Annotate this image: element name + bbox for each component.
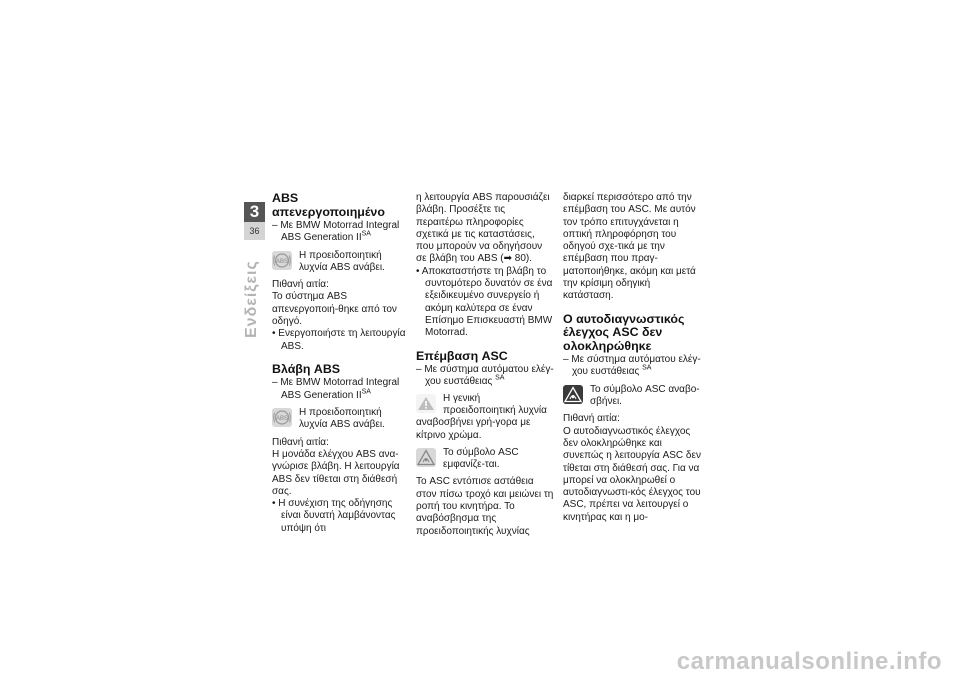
bullet-item: • Η συνέχιση της οδήγησης είναι δυνατή λαμβάνοντας υπόψη ότι — [272, 498, 396, 534]
warning-text: Η γενική προειδοποιητική λυχνία αναβοσβήνει γρή-γορα με κίτρινο χρώμα. — [416, 392, 547, 441]
dash-item: – Με BMW Motorrad Integral ABS Generation $II^{SA}$ — [272, 377, 400, 401]
warning-text: Η προειδοποιητική λυχνία ABS ανάβει. — [299, 407, 385, 431]
heading-asc-selftest: Ο αυτοδιαγνωστικός έλεγχος ASC δεν ολοκληρώθηκε — [563, 311, 685, 353]
general-warning-icon — [416, 394, 436, 413]
svg-text:ABS: ABS — [275, 416, 289, 423]
dash-item: – Με BMW Motorrad Integral ABS Generation $II^{SA}$ — [272, 220, 400, 244]
warning-block — [416, 447, 554, 472]
paragraph: Το σύστημα ABS απενεργοποιή-θηκε από τον οδηγό. — [272, 291, 397, 328]
bullet-item: • Ενεργοποιήστε τη λειτουργία ABS. — [272, 328, 406, 352]
warning-text: Το σύμβολο ASC εμφανίζε-ται. — [443, 446, 519, 471]
page-number: 36 — [244, 222, 265, 240]
dash-item: – Με σύστημα αυτόματου ελέγ- χου ευστάθειας $^{SA}$ — [416, 364, 554, 388]
warning-text: Η προειδοποιητική λυχνία ABS ανάβει. — [299, 249, 385, 273]
paragraph: Το ASC εντόπισε αστάθεια στον πίσω τροχό και μειώνει τη ροπή του κινητήρα. Το αναβόσβησμα της προειδοποιητικής λυχνίας — [416, 476, 554, 537]
chapter-number: 3 — [244, 202, 265, 222]
abs-warning-icon — [272, 408, 292, 427]
paragraph: η λειτουργία ABS παρουσιάζει βλάβη. Προσέξτε τις περαιτέρω πληροφορίες σχετικά με τις καταστάσεις, που μπορούν να οδηγήσουν σε βλάβη του ABS (➡ 80). — [416, 192, 550, 265]
watermark: carmanualsonline.info — [676, 648, 942, 675]
paragraph: Η μονάδα ελέγχου ABS ανα-γνώρισε βλάβη. Η λειτουργία ABS δεν τίθεται στη διάθεσή σας. — [272, 448, 400, 497]
heading-abs-fault: Βλάβη ABS — [272, 361, 341, 376]
warning-block — [416, 393, 554, 442]
cause-label: Πιθανή αιτία: — [272, 279, 329, 291]
warning-block — [563, 384, 701, 409]
asc-symbol-icon — [416, 448, 436, 467]
paragraph: Ο αυτοδιαγνωστικός έλεγχος δεν ολοκληρώθηκε και συνεπώς η λειτουργία ASC δεν τίθεται στη διάθεσή σας. Για να μπορεί να ολοκληρωθεί ο αυτοδιαγνωστι-κός έλεγχος του ASC, πρέπει να λειτουργεί ο κινητήρας και η μο- — [563, 425, 701, 523]
cause-label: Πιθανή αιτία: — [563, 413, 620, 425]
warning-text: Το σύμβολο ASC αναβο-σβήνει. — [590, 383, 700, 408]
column-1 — [272, 192, 410, 535]
column-3 — [563, 192, 701, 524]
asc-symbol-icon — [563, 385, 583, 404]
chapter-title: Ενδείξεις — [243, 260, 260, 338]
warning-block — [272, 407, 410, 432]
abs-warning-icon — [272, 251, 292, 270]
heading-abs-disabled: ABS απενεργοποιημένο — [272, 191, 385, 219]
warning-block — [272, 250, 410, 275]
paragraph: διαρκεί περισσότερο από την επέμβαση του ASC. Με αυτόν τον τρόπο επιτυγχάνεται η οπτική πληροφόρηση του οδηγού σχε-τικά με την επέμβαση που πραγ-ματοποιήθηκε, ακόμη και μετά την κρίσιμη οδηγική κατάσταση. — [563, 192, 696, 302]
svg-text:ABS: ABS — [275, 258, 289, 265]
cause-label: Πιθανή αιτία: — [272, 436, 329, 448]
bullet-item: • Αποκαταστήστε τη βλάβη το συντομότερο δυνατόν σε ένα εξειδικευμένο συνεργείο ή ακόμη καλύτερα σε έναν Επίσημο Επισκευαστή BMW Motorrad. — [416, 265, 553, 339]
dash-item: – Με σύστημα αυτόματου ελέγ- χου ευστάθειας $^{SA}$ — [563, 354, 701, 378]
column-2 — [416, 192, 554, 538]
heading-asc-intervention: Επέμβαση ASC — [416, 348, 508, 363]
